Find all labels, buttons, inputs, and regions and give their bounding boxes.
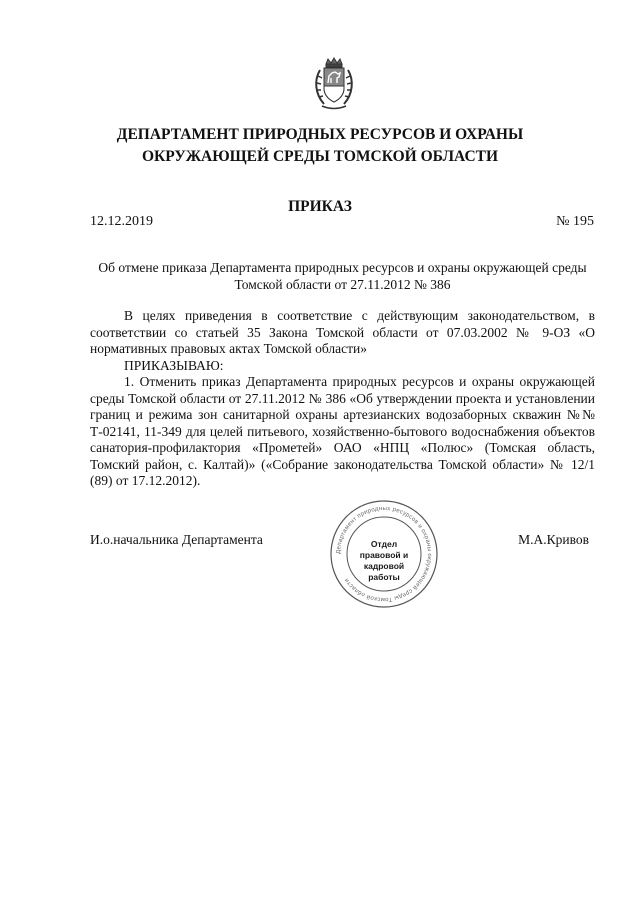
stamp-label: Отдел правовой и кадровой работы (359, 539, 409, 582)
order-number: № 195 (556, 214, 594, 229)
department-title: ДЕПАРТАМЕНТ ПРИРОДНЫХ РЕСУРСОВ И ОХРАНЫ ОКРУЖАЮЩЕЙ СРЕДЫ ТОМСКОЙ ОБЛАСТИ (116, 126, 524, 165)
preamble-paragraph: В целях приведения в соответствие с действующим законодательством, в соответствии со статьей 35 Закона Томской области от 07.03.2002 № 9-ОЗ «О нормативных правовых актах Томской области» (90, 308, 595, 356)
stamp-ring-text: Департамент природных ресурсов и охраны окружающей среды Томской области (335, 505, 433, 603)
order-item-1: 1. Отменить приказ Департамента природных ресурсов и охраны окружающей среды Томской области от 27.11.2012 № 386 «Об утверждении проекта и установлении границ и режима зон санитарной охраны артезианских водозаборных скважин №№ Т-02141, 11-349 для целей питьевого, хозяйственно-бытового водоснабжения объектов санатория-профилактория «Прометей» ОАО «НПЦ «Полюс» (Томская область, Томский район, с. Калтай)» («Собрание законодательства Томской области» № 12/1 (89) от 17.12.2012). (90, 374, 595, 488)
order-date: 12.12.2019 (90, 214, 153, 229)
coat-of-arms-icon (312, 56, 356, 112)
order-subject: Об отмене приказа Департамента природных ресурсов и охраны окружающей среды Томской области от 27.11.2012 № 386 (98, 260, 587, 292)
signatory-name: М.А.Кривов (518, 532, 589, 547)
signatory-position: И.о.начальника Департамента (90, 532, 263, 547)
order-body (90, 308, 595, 490)
order-title: ПРИКАЗ (288, 198, 352, 215)
order-word: ПРИКАЗЫВАЮ: (124, 357, 224, 373)
